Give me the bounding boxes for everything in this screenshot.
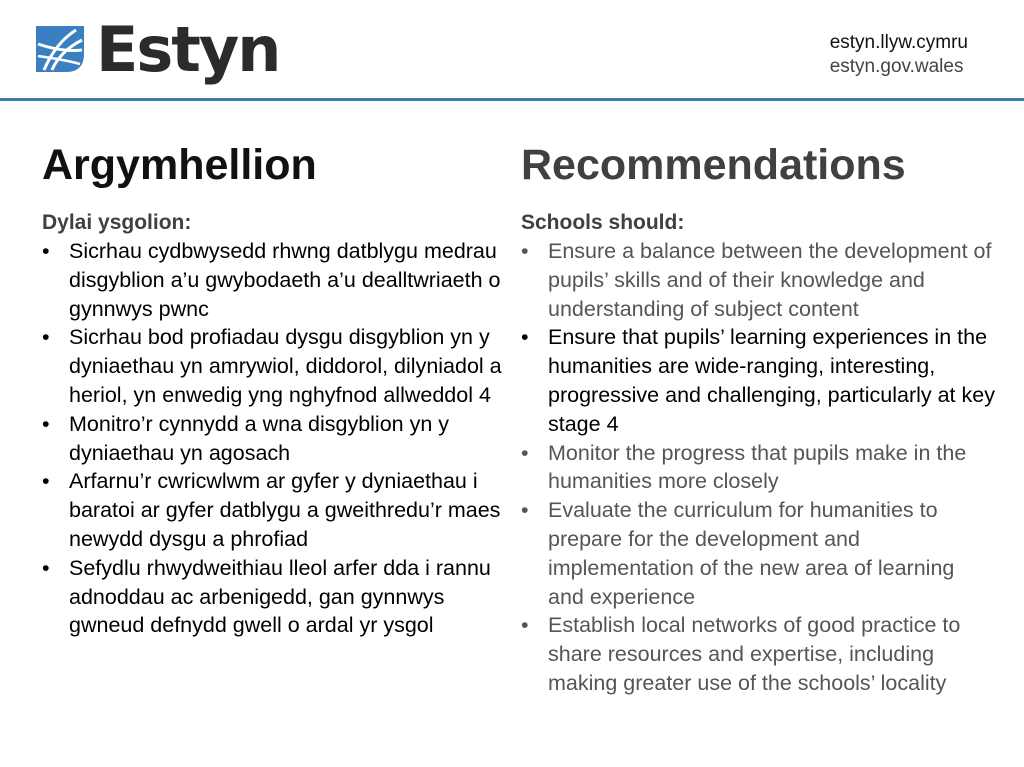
- english-column: [521, 138, 996, 698]
- logo-wordmark: Estyn: [96, 13, 280, 86]
- list-item-text: Sicrhau cydbwysedd rhwng datblygu medrau disgyblion a’u gwybodaeth a’u dealltwriaeth o gynnwys pwnc: [69, 239, 501, 321]
- estyn-logo-icon: [36, 26, 84, 72]
- url-english[interactable]: estyn.gov.wales: [829, 56, 964, 77]
- list-item-text: Arfarnu’r cwricwlwm ar gyfer y dyniaethau i baratoi ar gyfer datblygu a gweithredu’r maes newydd dysgu a phrofiad: [69, 469, 501, 551]
- list-item: [42, 554, 512, 640]
- list-item: [521, 496, 996, 611]
- bullet-icon: •: [521, 239, 529, 263]
- list-item: [521, 439, 996, 497]
- list-item-text: Monitor the progress that pupils make in the humanities more closely: [548, 440, 967, 494]
- welsh-bullet-list: [42, 237, 512, 640]
- welsh-title: Argymhellion: [42, 141, 317, 189]
- welsh-column: [42, 138, 512, 640]
- bullet-icon: •: [521, 613, 529, 638]
- bullet-icon: •: [42, 469, 50, 494]
- list-item: [42, 237, 512, 323]
- bullet-icon: •: [521, 325, 529, 350]
- list-item: [521, 323, 996, 438]
- list-item: [521, 237, 996, 323]
- english-title: Recommendations: [521, 141, 906, 189]
- welsh-subtitle: Dylai ysgolion:: [42, 211, 192, 234]
- bullet-icon: •: [42, 239, 50, 263]
- list-item-text: Evaluate the curriculum for humanities to prepare for the development and implementation of the new area of learning and experience: [548, 498, 955, 609]
- bullet-icon: •: [42, 411, 50, 436]
- list-item: [42, 323, 512, 409]
- list-item: [521, 611, 996, 697]
- bullet-icon: •: [521, 498, 529, 523]
- bullet-icon: •: [42, 325, 50, 350]
- bullet-icon: •: [42, 555, 50, 580]
- list-item: [42, 467, 512, 553]
- english-subtitle: Schools should:: [521, 211, 685, 234]
- list-item-text: Ensure that pupils’ learning experiences in the humanities are wide-ranging, interesting, progressive and challenging, particularly at key stage 4: [548, 325, 995, 436]
- list-item-text: Establish local networks of good practice to share resources and expertise, including making greater use of the schools’ locality: [548, 613, 961, 695]
- english-bullet-list: [521, 237, 996, 698]
- url-welsh[interactable]: estyn.llyw.cymru: [829, 32, 968, 53]
- list-item-text: Monitro’r cynnydd a wna disgyblion yn y dyniaethau yn agosach: [69, 411, 450, 465]
- header-divider: [0, 98, 1024, 101]
- bullet-icon: •: [521, 440, 529, 465]
- list-item-text: Sefydlu rhwydweithiau lleol arfer dda i rannu adnoddau ac arbenigedd, gan gynnwys gwneud defnydd gwell o ardal yr ysgol: [69, 555, 491, 638]
- list-item-text: Sicrhau bod profiadau dysgu disgyblion yn y dyniaethau yn amrywiol, diddorol, dilyniadol a heriol, yn enwedig yng nghyfnod allweddol 4: [69, 325, 502, 407]
- list-item-text: Ensure a balance between the development of pupils’ skills and of their knowledge and understanding of subject content: [548, 239, 992, 321]
- website-urls: [830, 31, 968, 79]
- page-header: [0, 0, 1024, 100]
- list-item: [42, 410, 512, 468]
